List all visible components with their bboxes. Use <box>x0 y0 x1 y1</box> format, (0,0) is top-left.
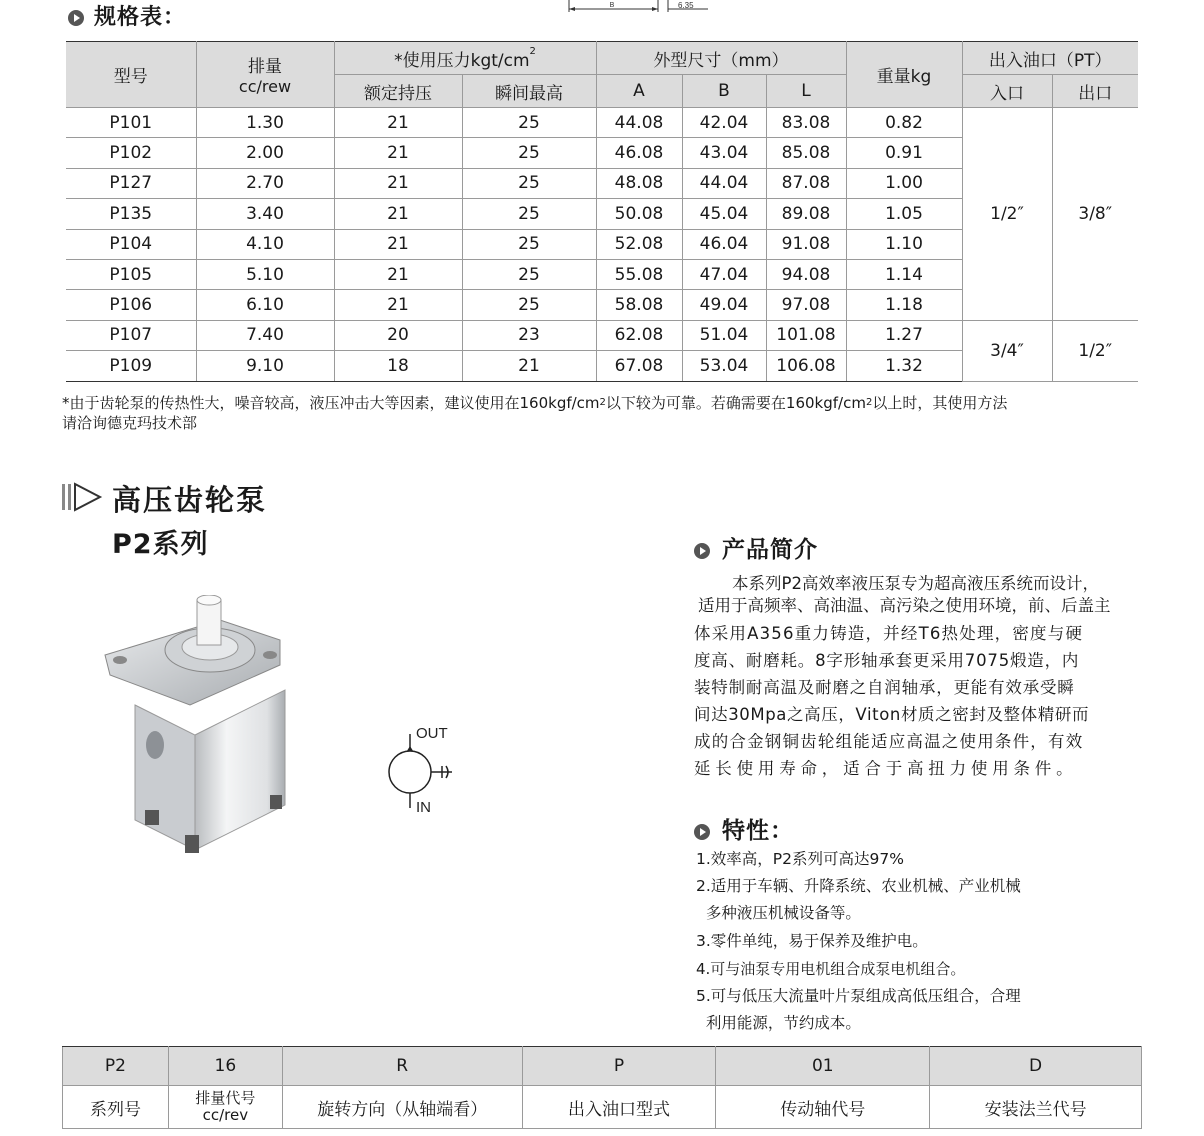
header-pressure: *使用压力kgt/$cm^2$ <box>334 42 596 75</box>
code-flange: D <box>930 1047 1142 1086</box>
cell-a: 55.08 <box>596 259 682 289</box>
cell-displacement: 6.10 <box>196 290 334 320</box>
label-flange: 安装法兰代号 <box>930 1086 1142 1129</box>
cell-weight: 1.05 <box>846 199 962 229</box>
header-peak: 瞬间最高 <box>462 75 596 108</box>
cell-displacement: 3.40 <box>196 199 334 229</box>
intro-line: 度高、耐磨耗。8字形轴承套更采用7075煅造，内 <box>694 651 1080 670</box>
play-bullet-icon <box>694 824 710 840</box>
feature-line: 利用能源，节约成本。 <box>696 1014 861 1032</box>
cell-port-in: 3/4″ <box>962 320 1052 381</box>
cell-l: 87.08 <box>766 168 846 198</box>
cell-a: 62.08 <box>596 320 682 350</box>
intro-line: 体采用A356重力铸造，并经T6热处理，密度与硬 <box>694 624 1084 643</box>
feature-line: 4.可与油泵专用电机组合成泵电机组合。 <box>696 960 966 978</box>
cell-rated: 21 <box>334 168 462 198</box>
cell-displacement: 9.10 <box>196 351 334 381</box>
cell-a: 44.08 <box>596 108 682 138</box>
cell-b: 47.04 <box>682 259 766 289</box>
cell-peak: 21 <box>462 351 596 381</box>
cell-l: 91.08 <box>766 229 846 259</box>
cell-peak: 25 <box>462 138 596 168</box>
cell-b: 42.04 <box>682 108 766 138</box>
cell-b: 49.04 <box>682 290 766 320</box>
cell-rated: 21 <box>334 290 462 320</box>
intro-line: 延长使用寿命，适合于高扭力使用条件。 <box>694 759 1078 778</box>
cell-peak: 25 <box>462 259 596 289</box>
series-title: 高压齿轮泵 <box>112 483 268 517</box>
label-rotation: 旋转方向（从轴端看） <box>282 1086 522 1129</box>
cell-b: 51.04 <box>682 320 766 350</box>
cell-port-out: 3/8″ <box>1052 108 1138 321</box>
cell-l: 97.08 <box>766 290 846 320</box>
cell-model: P109 <box>66 351 196 381</box>
intro-line: 适用于高频率、高油温、高污染之使用环境，前、后盖主 <box>698 596 1111 615</box>
header-displacement: 排量 cc/rew <box>196 42 334 108</box>
cell-weight: 1.18 <box>846 290 962 320</box>
feature-line: 2.适用于车辆、升降系统、农业机械、产业机械 <box>696 877 1021 895</box>
symbol-in-label: IN <box>416 799 431 816</box>
code-shaft: 01 <box>716 1047 930 1086</box>
cell-b: 53.04 <box>682 351 766 381</box>
cell-a: 50.08 <box>596 199 682 229</box>
intro-line: 装特制耐高温及耐磨之自润轴承，更能有效承受瞬 <box>694 678 1075 697</box>
header-port-in: 入口 <box>962 75 1052 108</box>
header-ports: 出入油口（PT） <box>962 42 1138 75</box>
cell-model: P105 <box>66 259 196 289</box>
header-model: 型号 <box>66 42 196 108</box>
cell-displacement: 1.30 <box>196 108 334 138</box>
cell-peak: 25 <box>462 108 596 138</box>
table-row <box>66 320 1138 350</box>
label-shaft: 传动轴代号 <box>716 1086 930 1129</box>
cell-l: 83.08 <box>766 108 846 138</box>
dim-635-label: 6.35 <box>678 1 694 10</box>
cell-port-out: 1/2″ <box>1052 320 1138 381</box>
order-code-table <box>62 1046 1142 1129</box>
cell-displacement: 2.70 <box>196 168 334 198</box>
cell-port-in: 1/2″ <box>962 108 1052 321</box>
header-dim-l: L <box>766 75 846 108</box>
cell-weight: 1.32 <box>846 351 962 381</box>
code-series: P2 <box>63 1047 169 1086</box>
cell-peak: 25 <box>462 199 596 229</box>
label-displacement: 排量代号 cc/rev <box>168 1086 282 1129</box>
cell-a: 52.08 <box>596 229 682 259</box>
cell-b: 45.04 <box>682 199 766 229</box>
header-rated: 额定持压 <box>334 75 462 108</box>
cell-displacement: 5.10 <box>196 259 334 289</box>
intro-line: 成的合金钢铜齿轮组能适应高温之使用条件，有效 <box>694 732 1084 751</box>
cell-model: P104 <box>66 229 196 259</box>
intro-line: 本系列P2高效率液压泵专为超高液压系统而设计， <box>732 574 1099 593</box>
cell-a: 46.08 <box>596 138 682 168</box>
cell-rated: 21 <box>334 138 462 168</box>
intro-line: 间达30Mpa之高压，Viton材质之密封及整体精研而 <box>694 705 1090 724</box>
header-weight: 重量kg <box>846 42 962 108</box>
cell-l: 106.08 <box>766 351 846 381</box>
code-displacement: 16 <box>168 1047 282 1086</box>
cell-weight: 0.82 <box>846 108 962 138</box>
feature-line: 3.零件单纯，易于保养及维护电。 <box>696 932 928 950</box>
gear-pump-image <box>100 595 300 865</box>
play-bullet-icon <box>694 543 710 559</box>
header-port-out: 出口 <box>1052 75 1138 108</box>
hydraulic-pump-symbol <box>380 722 470 822</box>
cell-model: P102 <box>66 138 196 168</box>
cell-weight: 1.00 <box>846 168 962 198</box>
spec-table <box>66 41 1138 382</box>
cell-rated: 21 <box>334 199 462 229</box>
table-row <box>66 108 1138 138</box>
cell-peak: 25 <box>462 229 596 259</box>
cell-displacement: 2.00 <box>196 138 334 168</box>
cell-a: 48.08 <box>596 168 682 198</box>
play-bullet-icon <box>68 10 84 26</box>
cell-rated: 21 <box>334 259 462 289</box>
cell-model: P127 <box>66 168 196 198</box>
cell-peak: 25 <box>462 168 596 198</box>
cell-b: 46.04 <box>682 229 766 259</box>
label-port: 出入油口型式 <box>522 1086 716 1129</box>
cell-peak: 25 <box>462 290 596 320</box>
cell-b: 44.04 <box>682 168 766 198</box>
dimension-drawing-fragment <box>568 0 718 14</box>
cell-weight: 0.91 <box>846 138 962 168</box>
symbol-out-label: OUT <box>416 725 448 742</box>
feature-line: 1.效率高，P2系列可高达97% <box>696 850 904 868</box>
cell-b: 43.04 <box>682 138 766 168</box>
header-dim-a: A <box>596 75 682 108</box>
cell-rated: 21 <box>334 229 462 259</box>
label-series: 系列号 <box>63 1086 169 1129</box>
cell-weight: 1.10 <box>846 229 962 259</box>
cell-model: P135 <box>66 199 196 229</box>
feature-line: 多种液压机械设备等。 <box>696 904 861 922</box>
cell-weight: 1.14 <box>846 259 962 289</box>
series-subtitle: P2系列 <box>112 529 209 560</box>
cell-l: 101.08 <box>766 320 846 350</box>
cell-l: 89.08 <box>766 199 846 229</box>
cell-displacement: 4.10 <box>196 229 334 259</box>
dim-b-label: B <box>609 2 615 9</box>
cell-displacement: 7.40 <box>196 320 334 350</box>
intro-heading: 产品简介 <box>694 531 818 564</box>
features-heading: 特性： <box>694 812 794 845</box>
cell-l: 85.08 <box>766 138 846 168</box>
cell-rated: 20 <box>334 320 462 350</box>
cell-weight: 1.27 <box>846 320 962 350</box>
feature-line: 5.可与低压大流量叶片泵组成高低压组合，合理 <box>696 987 1021 1005</box>
cell-rated: 18 <box>334 351 462 381</box>
cell-model: P101 <box>66 108 196 138</box>
cell-peak: 23 <box>462 320 596 350</box>
cell-l: 94.08 <box>766 259 846 289</box>
cell-model: P106 <box>66 290 196 320</box>
double-arrow-icon <box>62 482 104 512</box>
pressure-note: *由于齿轮泵的传热性大，噪音较高，液压冲击大等因素，建议使用在$160kgf/cm^2$以下较为可靠。若确需要在$160kgf/cm^2$以上时，其使用方法 请洽询德克玛技术部 <box>62 394 1008 432</box>
code-rotation: R <box>282 1047 522 1086</box>
cell-model: P107 <box>66 320 196 350</box>
cell-a: 67.08 <box>596 351 682 381</box>
cell-rated: 21 <box>334 108 462 138</box>
cell-a: 58.08 <box>596 290 682 320</box>
code-port: P <box>522 1047 716 1086</box>
header-dimensions: 外型尺寸（mm） <box>596 42 846 75</box>
spec-heading: 规格表： <box>68 0 186 31</box>
header-dim-b: B <box>682 75 766 108</box>
